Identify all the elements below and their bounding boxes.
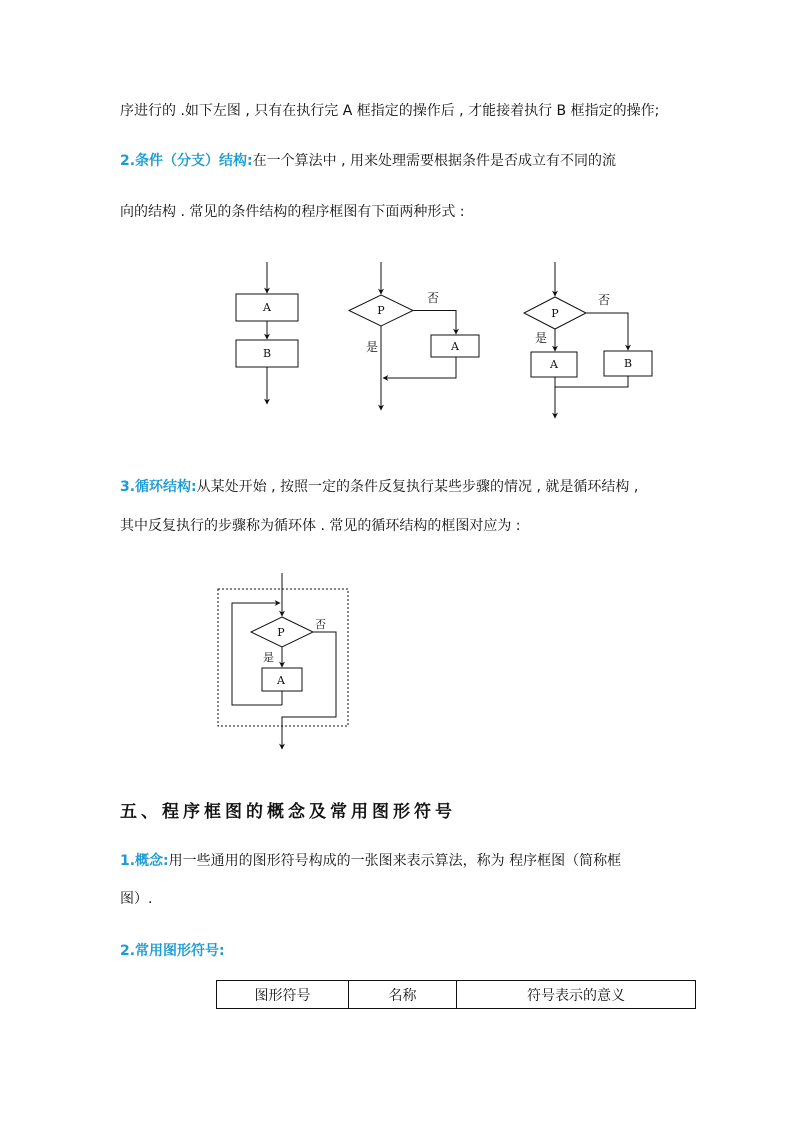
paragraph-concept-cont: 图）. xyxy=(120,891,153,907)
loop-no-label: 否 xyxy=(315,618,326,631)
paragraph-loop-cont: 其中反复执行的步骤称为循环体 . 常见的循环结构的框图对应为 : xyxy=(120,518,521,534)
paragraph-conditional xyxy=(120,152,616,170)
table-header-meaning: 符号表示的意义 xyxy=(457,981,696,1009)
condition2-no-label: 否 xyxy=(598,293,611,307)
condition2-box-b-label: B xyxy=(623,357,633,370)
sequence-box-a-label: A xyxy=(263,301,271,314)
condition1-box-a-label: A xyxy=(451,340,459,353)
section-heading: 五、程序框图的概念及常用图形符号 xyxy=(120,802,456,822)
table-header-name: 名称 xyxy=(349,981,457,1009)
table-header-row xyxy=(217,981,696,1009)
conditional-flowchart-single xyxy=(349,262,479,410)
loop-box-a-label: A xyxy=(277,674,285,687)
loop-decision-label: P xyxy=(277,626,285,639)
paragraph-sequence-end: 序进行的 .如下左图 , 只有在执行完 A 框指定的操作后 , 才能接着执行 B 框指定的操作; xyxy=(120,103,660,119)
sequence-box-b-label: B xyxy=(262,347,272,360)
concept-text: 用一些通用的图形符号构成的一张图来表示算法，称为 程序框图（简称框 xyxy=(168,853,622,869)
condition1-no-label: 否 xyxy=(427,291,440,305)
sequence-flowchart xyxy=(236,262,298,404)
condition2-box-a-label: A xyxy=(550,358,558,371)
condition1-yes-label: 是 xyxy=(366,340,379,354)
symbols-table xyxy=(216,980,696,1009)
conditional-structure-label: 2.条件（分支）结构: xyxy=(120,153,253,169)
condition2-decision-label: P xyxy=(551,307,559,320)
loop-flowchart xyxy=(0,565,794,765)
condition2-yes-label: 是 xyxy=(535,331,548,345)
condition1-decision-label: P xyxy=(377,304,385,317)
symbols-label: 2.常用图形符号: xyxy=(120,943,225,959)
loop-structure-label: 3.循环结构: xyxy=(120,479,197,495)
concept-label: 1.概念: xyxy=(120,853,169,869)
loop-yes-label: 是 xyxy=(263,651,274,664)
symbols-heading xyxy=(120,942,225,960)
structure-flowcharts xyxy=(0,250,794,430)
paragraph-conditional-cont: 向的结构 . 常见的条件结构的程序框图有下面两种形式 : xyxy=(120,204,465,220)
paragraph-concept xyxy=(120,852,621,870)
loop-structure-text: 从某处开始 , 按照一定的条件反复执行某些步骤的情况 , 就是循环结构 , xyxy=(196,479,639,495)
conditional-structure-text: 在一个算法中 , 用来处理需要根据条件是否成立有不同的流 xyxy=(252,153,617,169)
table-header-shape: 图形符号 xyxy=(217,981,349,1009)
paragraph-loop xyxy=(120,478,638,496)
